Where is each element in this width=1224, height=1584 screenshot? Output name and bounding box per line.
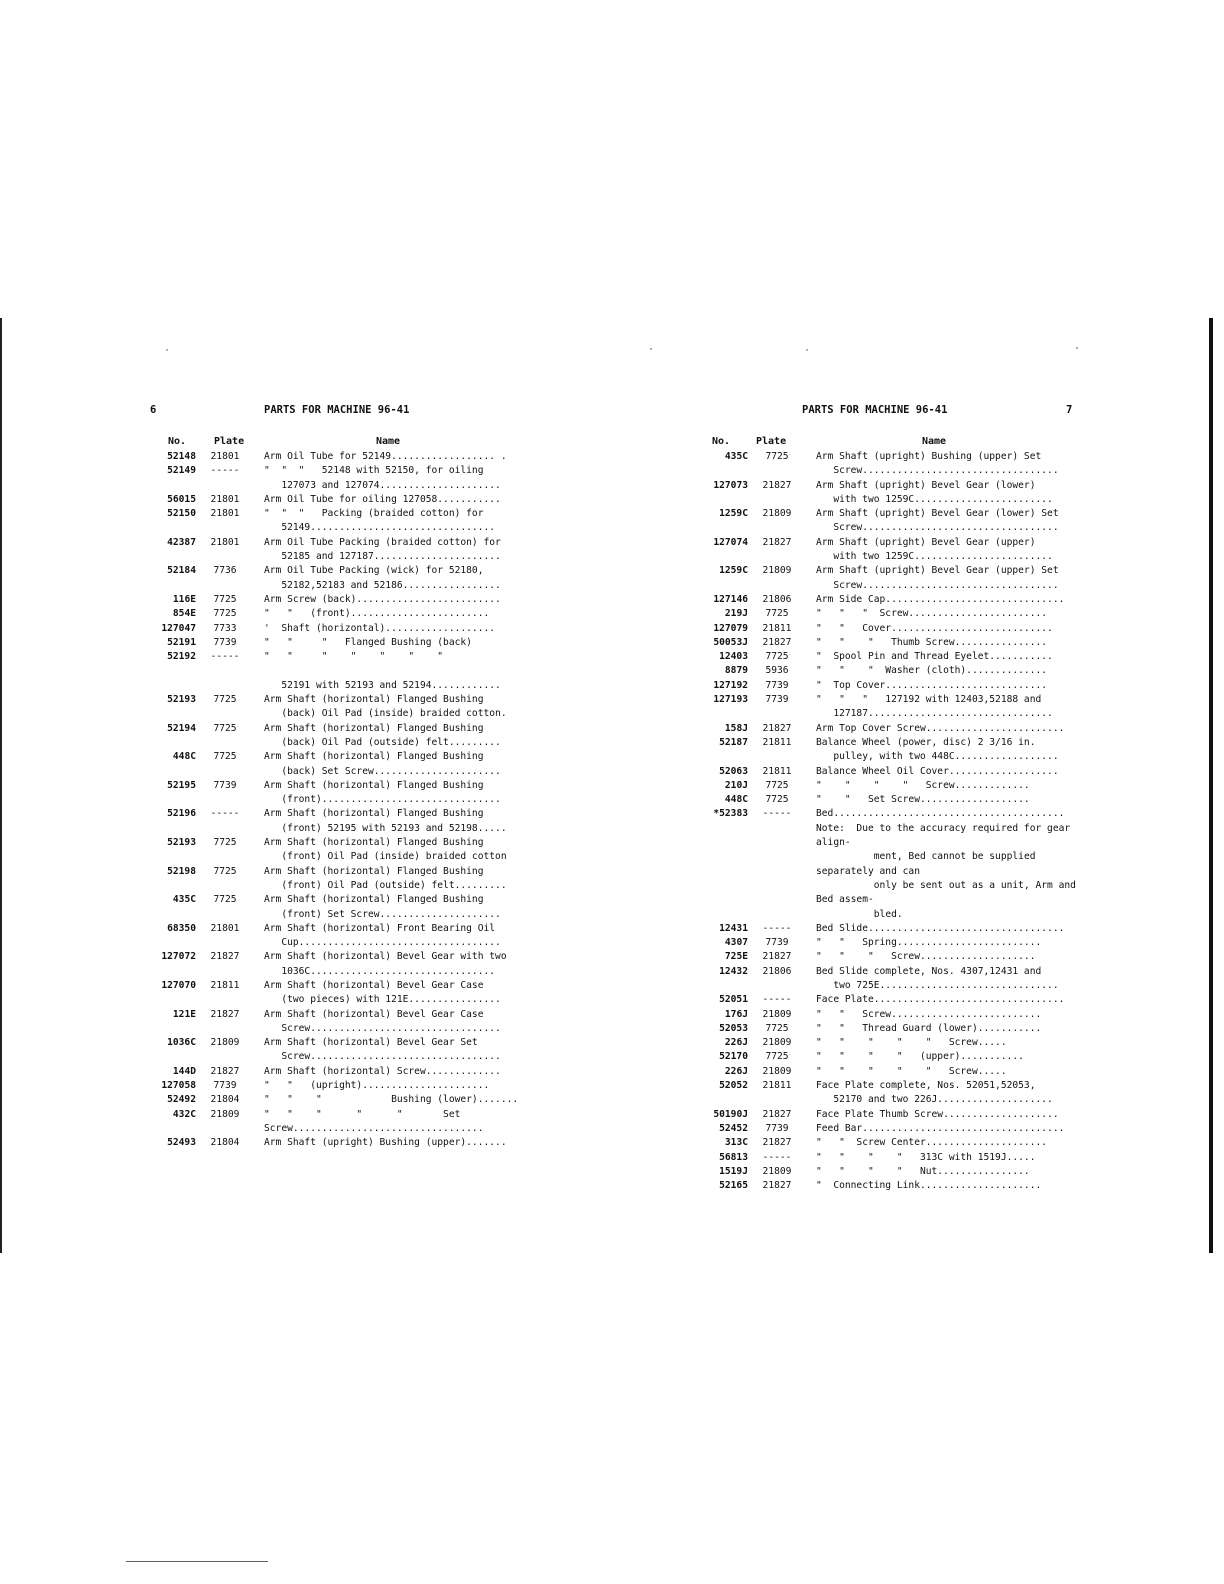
- page-number: 7: [1066, 404, 1073, 416]
- table-row: [700, 679, 1090, 693]
- part-number: 144D: [172, 1065, 196, 1077]
- table-row: [148, 593, 538, 607]
- part-number: 50190J: [713, 1108, 748, 1120]
- plate-number: 21827: [210, 1008, 240, 1020]
- header-plate: Plate: [214, 436, 245, 447]
- part-name: " " " Washer (cloth)..............: [816, 665, 1048, 677]
- part-name: Arm Shaft (horizontal) Flanged Bushing (front) 52195 with 52193 and 52198.....: [264, 808, 507, 834]
- plate-number: 21827: [762, 1180, 792, 1192]
- part-name: Arm Shaft (upright) Bevel Gear (lower) Set Screw..................................: [816, 508, 1059, 534]
- plate-number: 7736: [213, 565, 237, 577]
- part-name: ' Shaft (horizontal)...................: [264, 622, 496, 634]
- part-number: 226J: [724, 1037, 748, 1049]
- part-number: 52194: [167, 722, 196, 734]
- table-row: [700, 507, 1090, 536]
- page-title: PARTS FOR MACHINE 96-41: [264, 404, 410, 416]
- part-number: 4307: [724, 937, 748, 949]
- part-name: Arm Screw (back).........................: [264, 593, 501, 605]
- left-page: [148, 404, 538, 1151]
- plate-number: -----: [210, 808, 240, 820]
- part-name: Arm Shaft (horizontal) Front Bearing Oil Cup...................................: [264, 922, 501, 949]
- table-row: [148, 1065, 538, 1079]
- part-name: Arm Shaft (upright) Bushing (upper).......: [264, 1137, 507, 1149]
- plate-number: 7725: [213, 694, 237, 706]
- plate-number: 21809: [762, 1008, 792, 1020]
- part-number: 435C: [172, 894, 196, 906]
- table-row: [148, 507, 538, 536]
- part-name: Arm Shaft (horizontal) Bevel Gear Set Screw.................................: [264, 1037, 501, 1063]
- part-number: 8879: [724, 665, 748, 677]
- part-name: " " Set Screw...................: [816, 794, 1030, 806]
- table-row: [700, 622, 1090, 636]
- part-number: 1259C: [719, 565, 748, 577]
- scan-speck: [806, 349, 808, 351]
- plate-number: 21827: [762, 951, 792, 963]
- table-row: [700, 950, 1090, 964]
- part-name: Arm Shaft (horizontal) Flanged Bushing (front) Oil Pad (inside) braided cotton: [264, 837, 507, 863]
- part-name: Arm Oil Tube for 52149.................. .: [264, 451, 507, 462]
- part-number: 52192: [167, 651, 196, 663]
- table-row: [148, 564, 538, 593]
- part-number: 12403: [719, 651, 748, 663]
- part-number: 52492: [167, 1094, 196, 1106]
- plate-number: 7739: [213, 779, 237, 791]
- part-name: " " " " " Screw.....: [816, 1065, 1007, 1077]
- plate-number: 21811: [762, 736, 792, 748]
- part-number: 127070: [161, 979, 196, 991]
- part-number: 1036C: [167, 1037, 196, 1049]
- part-number: 52196: [167, 808, 196, 820]
- plate-number: 7725: [213, 608, 237, 620]
- table-row: [700, 664, 1090, 678]
- part-number: 52187: [719, 736, 748, 748]
- part-name: " " (front)........................: [264, 608, 490, 620]
- part-number: 52184: [167, 565, 196, 577]
- part-number: 52053: [719, 1022, 748, 1034]
- part-number: 127079: [713, 622, 748, 634]
- table-row: [700, 1151, 1090, 1165]
- plate-number: 7725: [213, 722, 237, 734]
- part-number: 854E: [172, 608, 196, 620]
- table-row: [700, 779, 1090, 793]
- part-name: Arm Shaft (upright) Bevel Gear (upper) with two 1259C........................: [816, 536, 1053, 563]
- table-row: [148, 464, 538, 493]
- part-name: Arm Oil Tube for oiling 127058...........: [264, 493, 501, 505]
- part-number: 12432: [719, 965, 748, 977]
- plate-number: -----: [762, 922, 792, 934]
- part-name: " " " Thumb Screw................: [816, 636, 1048, 648]
- part-name: Arm Shaft (horizontal) Flanged Bushing (back) Set Screw......................: [264, 751, 501, 777]
- table-row: [700, 1165, 1090, 1179]
- plate-number: 21801: [210, 451, 240, 462]
- scan-edge-right: [1209, 318, 1213, 1253]
- part-number: *52383: [713, 808, 748, 820]
- header-no: No.: [168, 436, 187, 447]
- part-name: Balance Wheel Oil Cover...................: [816, 765, 1059, 777]
- table-row: [700, 607, 1090, 621]
- part-name: Arm Shaft (upright) Bushing (upper) Set Screw..................................: [816, 451, 1059, 477]
- part-number: 127072: [161, 951, 196, 963]
- part-number: 52195: [167, 779, 196, 791]
- plate-number: 21806: [762, 965, 792, 977]
- part-name: " " " " " Set Screw.................................: [264, 1108, 484, 1134]
- plate-number: 7725: [765, 779, 789, 791]
- part-name: " " " " Screw.............: [816, 779, 1030, 791]
- part-name: " Top Cover............................: [816, 679, 1048, 691]
- table-row: [148, 750, 538, 779]
- part-number: 158J: [724, 722, 748, 734]
- part-number: 1259C: [719, 508, 748, 520]
- plate-number: 7725: [213, 865, 237, 877]
- plate-number: 7725: [213, 837, 237, 849]
- part-number: 127058: [161, 1080, 196, 1092]
- part-number: 52170: [719, 1051, 748, 1063]
- part-number: 52052: [719, 1080, 748, 1092]
- table-row: [148, 950, 538, 979]
- table-row: [148, 779, 538, 808]
- table-row: [148, 1108, 538, 1137]
- table-row: [700, 536, 1090, 565]
- table-row: [700, 693, 1090, 722]
- part-name: " " " " Nut................: [816, 1165, 1030, 1177]
- plate-number: -----: [762, 994, 792, 1006]
- table-row: [148, 450, 538, 464]
- part-number: 52165: [719, 1180, 748, 1192]
- table-row: [700, 1050, 1090, 1064]
- plate-number: 21809: [762, 1065, 792, 1077]
- table-row: [700, 650, 1090, 664]
- part-number: 226J: [724, 1065, 748, 1077]
- part-name: Note: Due to the accuracy required for gear align- ment, Bed cannot be supplied separately and can only be sent out as a unit, Arm and Bed assem- bled.: [816, 822, 1076, 920]
- plate-number: -----: [210, 651, 240, 663]
- table-row: [148, 893, 538, 922]
- plate-number: 7725: [765, 1051, 789, 1063]
- table-row: [700, 1122, 1090, 1136]
- plate-number: 21801: [210, 493, 240, 505]
- plate-number: 7739: [765, 694, 789, 706]
- part-name: Arm Shaft (horizontal) Flanged Bushing (front) Set Screw.....................: [264, 894, 501, 920]
- parts-list: [700, 450, 1090, 1193]
- plate-number: 7725: [765, 651, 789, 663]
- plate-number: 21801: [210, 922, 240, 934]
- scan-speck: [166, 349, 168, 351]
- plate-number: 7725: [765, 608, 789, 620]
- table-row: [148, 865, 538, 894]
- part-name: " " Thread Guard (lower)...........: [816, 1022, 1042, 1034]
- part-number: 68350: [167, 922, 196, 934]
- plate-number: 21827: [762, 479, 792, 491]
- table-row: [148, 1036, 538, 1065]
- header-name: Name: [376, 436, 401, 447]
- part-number: 52452: [719, 1122, 748, 1134]
- plate-number: 7739: [213, 1080, 237, 1092]
- part-number: 127047: [161, 622, 196, 634]
- header-name: Name: [922, 436, 947, 447]
- plate-number: 21809: [762, 565, 792, 577]
- part-number: 121E: [172, 1008, 196, 1020]
- part-number: 127192: [713, 679, 748, 691]
- plate-number: 21827: [762, 1108, 792, 1120]
- part-number: 127146: [713, 593, 748, 605]
- table-row: [700, 965, 1090, 994]
- part-number: 127074: [713, 536, 748, 548]
- page-title: PARTS FOR MACHINE 96-41: [802, 404, 948, 416]
- part-name: " " " Screw........................: [816, 608, 1048, 620]
- plate-number: 21827: [210, 1065, 240, 1077]
- plate-number: 7733: [213, 622, 237, 634]
- table-row: [700, 1065, 1090, 1079]
- part-name: " " " Bushing (lower).......: [264, 1094, 519, 1106]
- part-number: 52148: [167, 451, 196, 462]
- table-row: [148, 622, 538, 636]
- table-row: [700, 1179, 1090, 1193]
- page-header: [700, 404, 1090, 422]
- part-number: 448C: [724, 794, 748, 806]
- part-name: Arm Shaft (upright) Bevel Gear (upper) Set Screw..................................: [816, 565, 1059, 591]
- table-row: [148, 693, 538, 722]
- part-name: " " " 52148 with 52150, for oiling 127073 and 127074.....................: [264, 465, 501, 491]
- header-plate: Plate: [756, 436, 787, 447]
- plate-number: 7725: [765, 1022, 789, 1034]
- plate-number: 5936: [765, 665, 789, 677]
- part-name: Arm Shaft (horizontal) Flanged Bushing (front) Oil Pad (outside) felt.........: [264, 865, 507, 891]
- table-row: [700, 807, 1090, 821]
- part-name: " " " " " Screw.....: [816, 1037, 1007, 1049]
- part-name: " " " Packing (braided cotton) for 52149................................: [264, 508, 496, 534]
- table-row: [700, 1108, 1090, 1122]
- part-name: Arm Oil Tube Packing (wick) for 52180, 52182,52183 and 52186.................: [264, 565, 501, 591]
- plate-number: 21827: [762, 536, 792, 548]
- table-row: [700, 636, 1090, 650]
- part-name: Arm Shaft (horizontal) Flanged Bushing (front)...............................: [264, 779, 501, 806]
- plate-number: 7725: [213, 751, 237, 763]
- part-number: 210J: [724, 779, 748, 791]
- table-row: [148, 1136, 538, 1150]
- plate-number: 21804: [210, 1137, 240, 1149]
- part-number: 313C: [724, 1137, 748, 1149]
- plate-number: 7739: [765, 679, 789, 691]
- part-number: 56813: [719, 1151, 748, 1163]
- plate-number: 7725: [765, 451, 789, 462]
- table-row: [700, 450, 1090, 479]
- plate-number: 21811: [210, 979, 240, 991]
- table-row: [700, 936, 1090, 950]
- part-name: Arm Shaft (horizontal) Screw.............: [264, 1065, 501, 1077]
- table-row: [700, 564, 1090, 593]
- table-row: [148, 836, 538, 865]
- part-name: " " " Screw....................: [816, 951, 1036, 963]
- part-name: Arm Shaft (horizontal) Bevel Gear Case Screw.................................: [264, 1008, 501, 1034]
- table-row: [148, 1093, 538, 1107]
- part-name: Arm Oil Tube Packing (braided cotton) for 52185 and 127187......................: [264, 536, 501, 563]
- scan-speck: [1076, 347, 1078, 349]
- plate-number: 21811: [762, 1080, 792, 1092]
- plate-number: 21809: [762, 1037, 792, 1049]
- part-name: " " " 127192 with 12403,52188 and 127187................................: [816, 694, 1053, 720]
- part-name: Bed Slide..................................: [816, 922, 1065, 934]
- plate-number: 21809: [762, 508, 792, 520]
- plate-number: 21827: [762, 722, 792, 734]
- part-name: " " Screw..........................: [816, 1008, 1042, 1020]
- part-number: 12431: [719, 922, 748, 934]
- table-row: [148, 650, 538, 693]
- scan-bottom-line: [126, 1561, 268, 1562]
- part-name: Face Plate complete, Nos. 52051,52053, 52170 and two 226J....................: [816, 1080, 1053, 1106]
- part-number: 56015: [167, 493, 196, 505]
- table-row: [148, 722, 538, 751]
- part-number: 725E: [724, 951, 748, 963]
- header-no: No.: [712, 436, 731, 447]
- part-number: 52193: [167, 837, 196, 849]
- table-row: [700, 1022, 1090, 1036]
- table-row: [700, 1079, 1090, 1108]
- plate-number: 7725: [213, 593, 237, 605]
- table-row: [700, 922, 1090, 936]
- part-number: 52051: [719, 994, 748, 1006]
- table-row: [700, 1136, 1090, 1150]
- part-name: " " Cover............................: [816, 622, 1053, 634]
- part-number: 52198: [167, 865, 196, 877]
- plate-number: 21827: [762, 1137, 792, 1149]
- part-name: Face Plate Thumb Screw....................: [816, 1108, 1059, 1120]
- part-name: " Spool Pin and Thread Eyelet...........: [816, 651, 1053, 663]
- table-row: [148, 807, 538, 836]
- part-number: 435C: [724, 451, 748, 462]
- table-row: [148, 1079, 538, 1093]
- table-row: [700, 593, 1090, 607]
- part-number: 52063: [719, 765, 748, 777]
- table-row: [148, 922, 538, 951]
- plate-number: 21809: [210, 1108, 240, 1120]
- part-number: 50053J: [713, 636, 748, 648]
- part-name: " " " " " " " 52191 with 52193 and 52194............: [264, 651, 501, 691]
- table-row: [700, 736, 1090, 765]
- plate-number: 21806: [762, 593, 792, 605]
- part-name: Arm Top Cover Screw........................: [816, 722, 1065, 734]
- part-name: Arm Shaft (horizontal) Bevel Gear with two 1036C................................: [264, 951, 507, 977]
- table-row: [700, 1008, 1090, 1022]
- table-row: [700, 765, 1090, 779]
- part-name: Bed........................................: [816, 808, 1065, 820]
- part-name: " " Screw Center.....................: [816, 1137, 1048, 1149]
- plate-number: 21811: [762, 765, 792, 777]
- plate-number: 21827: [762, 636, 792, 648]
- plate-number: -----: [762, 808, 792, 820]
- table-row: [148, 536, 538, 565]
- plate-number: 21809: [210, 1037, 240, 1049]
- part-name: " Connecting Link.....................: [816, 1180, 1042, 1192]
- plate-number: 21811: [762, 622, 792, 634]
- parts-list: [148, 450, 538, 1151]
- table-row: [148, 979, 538, 1008]
- part-name: Arm Side Cap...............................: [816, 593, 1065, 605]
- scan-speck: [650, 348, 652, 350]
- plate-number: 7725: [213, 894, 237, 906]
- part-name: " " " " 313C with 1519J.....: [816, 1151, 1036, 1163]
- part-number: 127073: [713, 479, 748, 491]
- part-name: Bed Slide complete, Nos. 4307,12431 and two 725E...............................: [816, 965, 1059, 991]
- plate-number: -----: [762, 1151, 792, 1163]
- part-number: 52150: [167, 508, 196, 520]
- page-number: 6: [150, 404, 157, 416]
- part-name: Balance Wheel (power, disc) 2 3/16 in. pulley, with two 448C..................: [816, 736, 1059, 763]
- table-row: [700, 993, 1090, 1007]
- part-name: Face Plate.................................: [816, 994, 1065, 1006]
- scan-edge-left: [0, 318, 2, 1253]
- part-number: 116E: [172, 593, 196, 605]
- table-row: [148, 1008, 538, 1037]
- part-number: 432C: [172, 1108, 196, 1120]
- table-row: [148, 493, 538, 507]
- part-name: " " " Flanged Bushing (back): [264, 636, 472, 648]
- part-number: 448C: [172, 751, 196, 763]
- plate-number: -----: [210, 465, 240, 477]
- part-number: 42387: [167, 536, 196, 548]
- column-headers: [148, 436, 538, 450]
- table-row: [700, 793, 1090, 807]
- part-number: 176J: [724, 1008, 748, 1020]
- plate-number: 21801: [210, 536, 240, 548]
- plate-number: 7725: [765, 794, 789, 806]
- part-number: 52191: [167, 636, 196, 648]
- table-row: [148, 607, 538, 621]
- note-row: [700, 822, 1090, 922]
- column-headers: [700, 436, 1090, 450]
- plate-number: 7739: [765, 937, 789, 949]
- part-number: 219J: [724, 608, 748, 620]
- table-row: [700, 479, 1090, 508]
- plate-number: 21809: [762, 1165, 792, 1177]
- part-name: Arm Shaft (horizontal) Flanged Bushing (back) Oil Pad (outside) felt.........: [264, 722, 501, 748]
- part-name: Arm Shaft (horizontal) Flanged Bushing (back) Oil Pad (inside) braided cotton.: [264, 694, 507, 720]
- part-name: " " (upright)......................: [264, 1080, 490, 1092]
- plate-number: 7739: [765, 1122, 789, 1134]
- part-name: Feed Bar...................................: [816, 1122, 1065, 1134]
- part-name: Arm Shaft (upright) Bevel Gear (lower) with two 1259C........................: [816, 479, 1053, 505]
- part-number: 1519J: [719, 1165, 748, 1177]
- part-number: 52193: [167, 694, 196, 706]
- part-name: Arm Shaft (horizontal) Bevel Gear Case (two pieces) with 121E................: [264, 979, 501, 1006]
- plate-number: 21804: [210, 1094, 240, 1106]
- part-number: 52149: [167, 465, 196, 477]
- part-name: " " Spring.........................: [816, 937, 1042, 949]
- plate-number: 21801: [210, 508, 240, 520]
- table-row: [700, 1036, 1090, 1050]
- plate-number: 21827: [210, 951, 240, 963]
- table-row: [700, 722, 1090, 736]
- plate-number: 7739: [213, 636, 237, 648]
- part-number: 52493: [167, 1137, 196, 1149]
- table-row: [148, 636, 538, 650]
- page-header: [148, 404, 538, 422]
- part-name: " " " " (upper)...........: [816, 1051, 1024, 1063]
- right-page: [700, 404, 1090, 1193]
- part-number: 127193: [713, 694, 748, 706]
